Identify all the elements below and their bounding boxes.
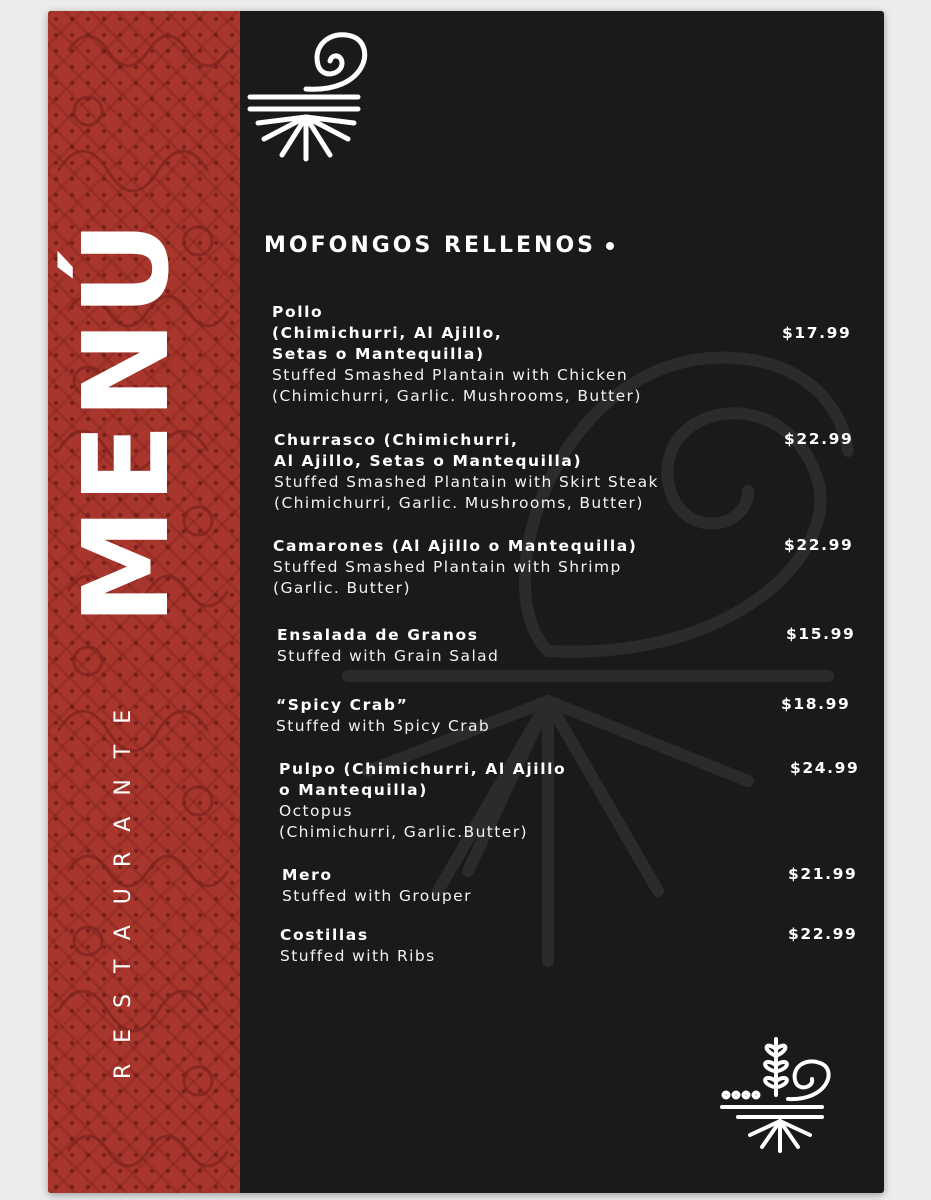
menu-item-pulpo <box>279 759 566 843</box>
item-name: Ensalada de Granos <box>277 626 479 644</box>
menu-item-mero <box>282 865 472 907</box>
item-name: Camarones (Al Ajillo o Mantequilla) <box>273 537 638 555</box>
item-price: $22.99 <box>788 925 858 943</box>
spiral-wind-logo-icon <box>246 27 376 167</box>
item-price: $18.99 <box>781 695 851 713</box>
item-name: Pulpo (Chimichurri, Al Ajillo o Mantequilla) <box>279 760 567 799</box>
item-name: Churrasco (Chimichurri, Al Ajillo, Setas o Mantequilla) <box>274 431 583 470</box>
menu-sheet <box>48 11 884 1193</box>
section-heading-text: MOFONGOS RELLENOS <box>264 233 596 258</box>
item-name: Pollo (Chimichurri, Al Ajillo, Setas o Mantequilla) <box>272 303 503 363</box>
item-description: Stuffed with Ribs <box>280 947 436 965</box>
leaf-spiral-logo-icon <box>718 1029 848 1159</box>
item-price: $17.99 <box>782 324 852 342</box>
menu-item-spicy-crab <box>276 695 490 737</box>
item-description: Stuffed with Grouper <box>282 887 472 905</box>
menu-item-costillas <box>280 925 436 967</box>
heading-dot <box>606 242 614 250</box>
item-price: $24.99 <box>790 759 860 777</box>
item-price: $22.99 <box>784 536 854 554</box>
menu-item-ensalada <box>277 625 499 667</box>
item-price: $22.99 <box>784 430 854 448</box>
item-name: “Spicy Crab” <box>276 696 409 714</box>
item-description: Stuffed with Grain Salad <box>277 647 500 665</box>
item-description: Stuffed Smashed Plantain with Skirt Steak (Chimichurri, Garlic. Mushrooms, Butter) <box>274 473 659 512</box>
menu-item-camarones <box>273 536 638 599</box>
item-name: Mero <box>282 866 333 884</box>
item-description: Stuffed Smashed Plantain with Shrimp (Garlic. Butter) <box>273 558 622 597</box>
item-price: $15.99 <box>786 625 856 643</box>
section-heading <box>264 233 614 258</box>
item-price: $21.99 <box>788 865 858 883</box>
item-description: Octopus (Chimichurri, Garlic.Butter) <box>279 802 528 841</box>
menu-item-pollo <box>272 302 642 407</box>
menu-item-churrasco <box>274 430 659 514</box>
menu-title: MENÚ <box>57 216 195 626</box>
item-name: Costillas <box>280 926 369 944</box>
item-description: Stuffed with Spicy Crab <box>276 717 491 735</box>
item-description: Stuffed Smashed Plantain with Chicken (Chimichurri, Garlic. Mushrooms, Butter) <box>272 366 642 405</box>
restaurant-label: RESTAURANTE <box>111 688 136 1080</box>
